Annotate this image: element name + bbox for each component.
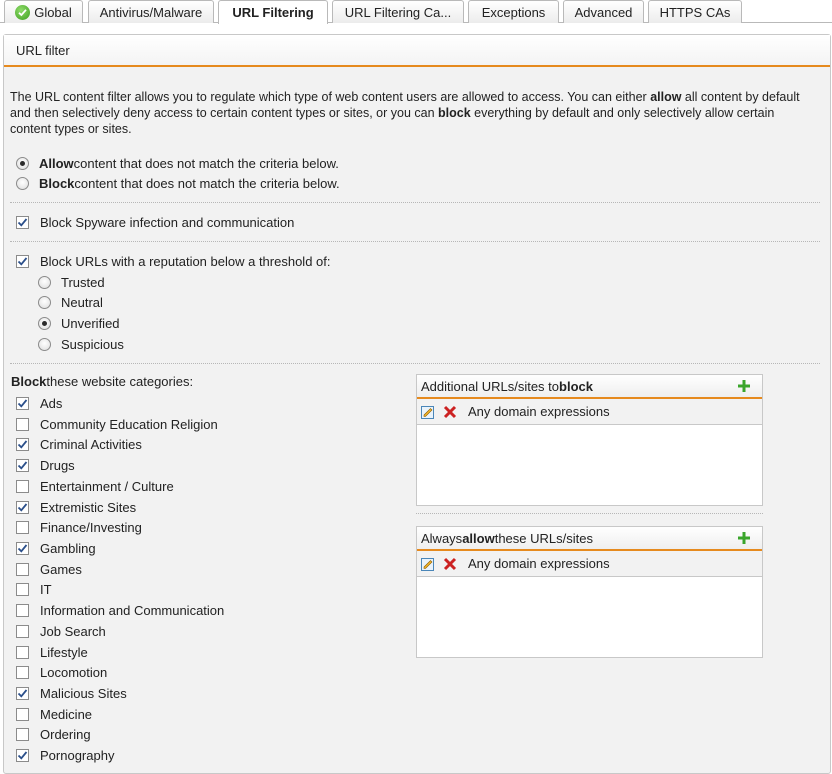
category-label: Job Search — [40, 623, 106, 639]
delete-icon[interactable] — [443, 557, 457, 571]
category-label: Community Education Religion — [40, 416, 218, 432]
reputation-neutral-label: Neutral — [61, 294, 103, 310]
block-list-item — [417, 399, 762, 425]
checkmark-icon — [17, 398, 28, 409]
category-item-entertainment-culture[interactable] — [16, 477, 174, 495]
check-circle-icon — [15, 5, 30, 20]
category-item-information-communication[interactable] — [16, 601, 224, 619]
allow-list-title: Always — [421, 530, 463, 546]
checkmark-icon — [17, 502, 28, 513]
category-checkbox[interactable] — [16, 583, 29, 596]
category-label: Extremistic Sites — [40, 499, 137, 515]
category-checkbox[interactable] — [16, 459, 29, 472]
category-item-lifestyle[interactable] — [16, 643, 88, 661]
intro-text-part: all content by default and then selectively deny access to certain content types or sites, or you can — [10, 90, 800, 120]
tab-exceptions[interactable] — [468, 0, 559, 23]
reputation-checkbox[interactable] — [16, 255, 29, 268]
checkmark-icon — [17, 688, 28, 699]
tab-label: Exceptions — [481, 4, 546, 20]
category-label: Criminal Activities — [40, 436, 142, 452]
category-item-it[interactable] — [16, 580, 52, 598]
category-checkbox[interactable] — [16, 438, 29, 451]
intro-text-part: everything by default and only selectively allow certain content types or sites. — [10, 106, 775, 136]
separator — [10, 363, 820, 364]
checkmark-icon — [17, 217, 28, 228]
category-checkbox[interactable] — [16, 666, 29, 679]
reputation-radio-suspicious[interactable] — [38, 338, 51, 351]
category-label: Games — [40, 561, 82, 577]
tab-label: URL Filtering Ca... — [344, 4, 452, 20]
reputation-trusted-option[interactable] — [38, 273, 105, 291]
allow-mode-label-bold: Allow — [39, 155, 74, 171]
category-item-pornography[interactable] — [16, 746, 114, 764]
category-checkbox[interactable] — [16, 521, 29, 534]
allow-list-header — [417, 527, 762, 551]
spyware-label: Block Spyware infection and communication — [40, 214, 295, 230]
allow-list-title-suffix: these URLs/sites — [494, 530, 593, 546]
category-label: Pornography — [40, 747, 115, 763]
reputation-label: Block URLs with a reputation below a threshold of: — [40, 253, 331, 269]
block-list-item-label: Any domain expressions — [468, 404, 610, 419]
intro-bold-allow: allow — [650, 90, 682, 104]
category-item-criminal-activities[interactable] — [16, 435, 142, 453]
category-label: Ads — [40, 395, 63, 411]
tab-label: Antivirus/Malware — [99, 4, 203, 20]
spyware-option[interactable] — [16, 213, 294, 231]
checkmark-icon — [17, 543, 28, 554]
category-checkbox[interactable] — [16, 501, 29, 514]
reputation-trusted-label: Trusted — [61, 274, 105, 290]
category-checkbox[interactable] — [16, 646, 29, 659]
intro-bold-block: block — [438, 106, 471, 120]
category-checkbox[interactable] — [16, 418, 29, 431]
category-item-extremistic-sites[interactable] — [16, 498, 136, 516]
block-mode-label: content that does not match the criteria below. — [74, 175, 340, 191]
separator — [416, 513, 763, 514]
category-label: Lifestyle — [40, 644, 88, 660]
reputation-unverified-label: Unverified — [61, 315, 120, 331]
category-item-community-education-religion[interactable] — [16, 415, 218, 433]
allow-mode-radio[interactable] — [16, 157, 29, 170]
category-item-finance-investing[interactable] — [16, 518, 142, 536]
reputation-radio-trusted[interactable] — [38, 276, 51, 289]
panel-title: URL filter — [16, 42, 70, 58]
category-label: Ordering — [40, 726, 91, 742]
category-checkbox[interactable] — [16, 728, 29, 741]
spyware-checkbox[interactable] — [16, 216, 29, 229]
category-checkbox[interactable] — [16, 480, 29, 493]
category-checkbox[interactable] — [16, 563, 29, 576]
allow-mode-label: content that does not match the criteria below. — [73, 155, 339, 171]
tab-advanced[interactable] — [563, 0, 644, 23]
category-checkbox[interactable] — [16, 604, 29, 617]
category-checkbox[interactable] — [16, 542, 29, 555]
block-list-header — [417, 375, 762, 399]
reputation-neutral-option[interactable] — [38, 293, 103, 311]
category-checkbox[interactable] — [16, 749, 29, 762]
edit-icon[interactable] — [421, 557, 435, 571]
allow-list-box — [416, 526, 763, 658]
plus-icon[interactable] — [736, 378, 752, 394]
allow-list-item-label: Any domain expressions — [468, 556, 610, 571]
category-label: Drugs — [40, 457, 75, 473]
delete-icon[interactable] — [443, 405, 457, 419]
category-checkbox[interactable] — [16, 625, 29, 638]
tab-https-cas[interactable] — [648, 0, 742, 23]
category-label: Gambling — [40, 540, 96, 556]
block-mode-label-bold: Block — [39, 175, 75, 191]
allow-list-title-bold: allow — [462, 530, 495, 546]
category-checkbox[interactable] — [16, 708, 29, 721]
panel-header — [4, 35, 830, 67]
category-item-malicious-sites[interactable] — [16, 684, 127, 702]
tab-antivirus-malware[interactable] — [88, 0, 214, 23]
category-item-locomotion[interactable] — [16, 663, 107, 681]
block-list-box — [416, 374, 763, 506]
edit-icon[interactable] — [421, 405, 435, 419]
category-item-drugs[interactable] — [16, 456, 75, 474]
checkmark-icon — [17, 460, 28, 471]
reputation-suspicious-label: Suspicious — [61, 336, 124, 352]
intro-text — [10, 89, 815, 137]
category-checkbox[interactable] — [16, 397, 29, 410]
plus-icon[interactable] — [736, 530, 752, 546]
category-label: Locomotion — [40, 664, 108, 680]
category-label: Information and Communication — [40, 602, 225, 618]
separator — [10, 202, 820, 203]
intro-text-part: The URL content filter allows you to regulate which type of web content users are allowed to access. You can either — [10, 90, 651, 104]
category-item-medicine[interactable] — [16, 705, 92, 723]
tab-label: HTTPS CAs — [659, 4, 731, 20]
categories-heading-bold: Block — [11, 373, 47, 389]
block-list-title: Additional URLs/sites to — [421, 378, 560, 394]
reputation-unverified-option[interactable] — [38, 314, 120, 332]
categories-heading — [11, 372, 193, 390]
category-item-gambling[interactable] — [16, 539, 96, 557]
allow-list-item — [417, 551, 762, 577]
tab-global[interactable] — [4, 0, 83, 23]
category-label: Malicious Sites — [40, 685, 127, 701]
tab-url-filtering[interactable] — [218, 0, 328, 24]
tab-label: URL Filtering — [232, 5, 314, 20]
category-item-ads[interactable] — [16, 394, 62, 412]
categories-heading-text: these website categories: — [46, 373, 194, 389]
block-mode-radio[interactable] — [16, 177, 29, 190]
tab-label: Global — [34, 4, 72, 20]
tab-label: Advanced — [574, 4, 633, 20]
tab-url-filtering-categories[interactable] — [332, 0, 464, 23]
allow-mode-option[interactable] — [16, 154, 339, 172]
reputation-radio-neutral[interactable] — [38, 296, 51, 309]
block-mode-option[interactable] — [16, 174, 340, 192]
checkmark-icon — [17, 750, 28, 761]
category-label: Finance/Investing — [40, 519, 142, 535]
category-item-games[interactable] — [16, 560, 82, 578]
category-label: IT — [40, 581, 52, 597]
reputation-radio-unverified[interactable] — [38, 317, 51, 330]
checkmark-icon — [17, 256, 28, 267]
reputation-suspicious-option[interactable] — [38, 335, 124, 353]
category-item-ordering[interactable] — [16, 725, 91, 743]
category-label: Entertainment / Culture — [40, 478, 174, 494]
separator — [10, 241, 820, 242]
tab-bar — [0, 0, 832, 23]
category-checkbox[interactable] — [16, 687, 29, 700]
block-list-title-bold: block — [559, 378, 593, 394]
reputation-option[interactable] — [16, 252, 331, 270]
checkmark-icon — [17, 439, 28, 450]
category-item-job-search[interactable] — [16, 622, 106, 640]
category-label: Medicine — [40, 706, 93, 722]
